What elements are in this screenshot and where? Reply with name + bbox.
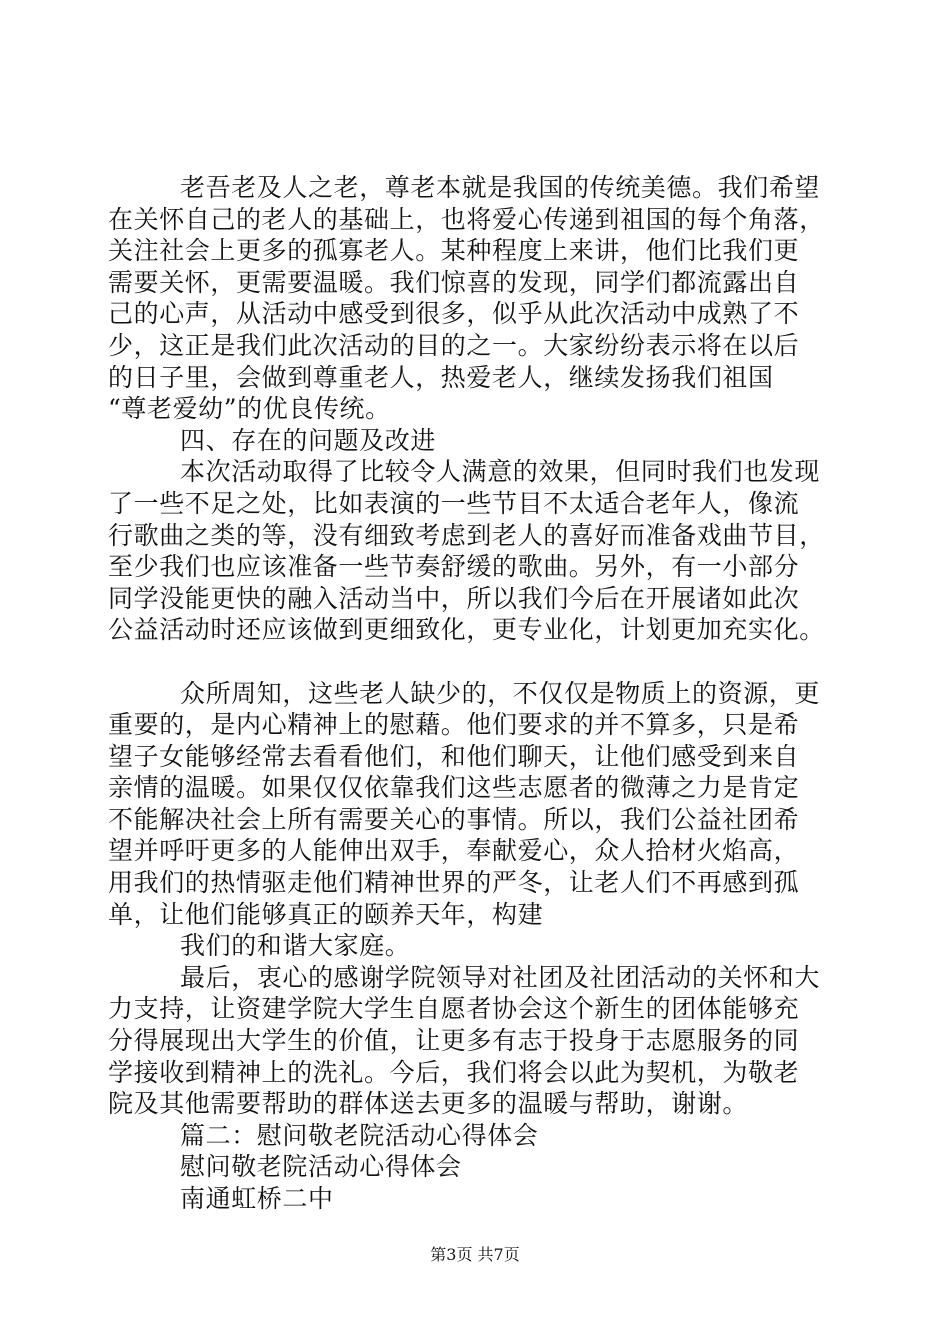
paragraph-line: 至少我们也应该准备一些节奏舒缓的歌曲。另外，有一小部分	[108, 552, 800, 582]
paragraph-line: 的日子里，会做到尊重老人，热爱老人，继续发扬我们祖国	[108, 362, 774, 392]
paragraph-line: 本次活动取得了比较令人满意的效果，但同时我们也发现	[180, 457, 821, 487]
paragraph-line: 力支持，让资建学院大学生自愿者协会这个新生的团体能够充	[108, 994, 800, 1024]
section-heading: 四、存在的问题及改进	[180, 425, 437, 455]
paragraph-line: 己的心声，从活动中感受到很多，似乎从此次活动中成熟了不	[108, 299, 800, 329]
paragraph-line: 关注社会上更多的孤寡老人。某种程度上来讲，他们比我们更	[108, 236, 800, 266]
chapter-heading: 篇二：慰问敬老院活动心得体会	[180, 1120, 539, 1150]
paragraph-line: 了一些不足之处，比如表演的一些节目不太适合老年人，像流	[108, 488, 800, 518]
article-title: 慰问敬老院活动心得体会	[180, 1152, 462, 1182]
paragraph-line: 重要的，是内心精神上的慰藉。他们要求的并不算多，只是希	[108, 710, 800, 740]
paragraph-line: 分得展现出大学生的价值，让更多有志于投身于志愿服务的同	[108, 1026, 800, 1056]
paragraph-line: 我们的和谐大家庭。	[180, 931, 411, 961]
paragraph-line: 用我们的热情驱走他们精神世界的严冬，让老人们不再感到孤	[108, 868, 800, 898]
paragraph-line: 亲情的温暖。如果仅仅依靠我们这些志愿者的微薄之力是肯定	[108, 773, 800, 803]
paragraph-line: 公益活动时还应该做到更细致化，更专业化，计划更加充实化。	[108, 615, 825, 645]
paragraph-line: 需要关怀，更需要温暖。我们惊喜的发现，同学们都流露出自	[108, 267, 800, 297]
paragraph-line: 众所周知，这些老人缺少的，不仅仅是物质上的资源，更	[180, 678, 821, 708]
paragraph-line: 望子女能够经常去看看他们，和他们聊天，让他们感受到来自	[108, 741, 800, 771]
paragraph-line: 老吾老及人之老，尊老本就是我国的传统美德。我们希望	[180, 173, 821, 202]
page-number: 第3页 共7页	[430, 1245, 520, 1264]
school-name: 南通虹桥二中	[180, 1184, 334, 1213]
paragraph-line: 学接收到精神上的洗礼。今后，我们将会以此为契机，为敬老	[108, 1057, 800, 1087]
paragraph-line: 单，让他们能够真正的颐养天年，构建	[108, 899, 544, 929]
paragraph-line: 行歌曲之类的等，没有细致考虑到老人的喜好而准备戏曲节目，	[108, 520, 825, 550]
document-body	[108, 172, 848, 1215]
paragraph-line: “尊老爱幼”的优良传统。	[108, 394, 391, 424]
paragraph-line: 同学没能更快的融入活动当中，所以我们今后在开展诸如此次	[108, 583, 800, 613]
paragraph-line: 少，这正是我们此次活动的目的之一。大家纷纷表示将在以后	[108, 330, 800, 360]
paragraph-line: 院及其他需要帮助的群体送去更多的温暖与帮助，谢谢。	[108, 1089, 749, 1119]
paragraph-line: 望并呼吁更多的人能伸出双手，奉献爱心，众人拾材火焰高，	[108, 836, 800, 866]
paragraph-line: 不能解决社会上所有需要关心的事情。所以，我们公益社团希	[108, 804, 800, 834]
paragraph-line: 最后，衷心的感谢学院领导对社团及社团活动的关怀和大	[180, 962, 821, 992]
paragraph-line: 在关怀自己的老人的基础上，也将爱心传递到祖国的每个角落，	[108, 204, 825, 234]
blank-line	[108, 646, 848, 678]
